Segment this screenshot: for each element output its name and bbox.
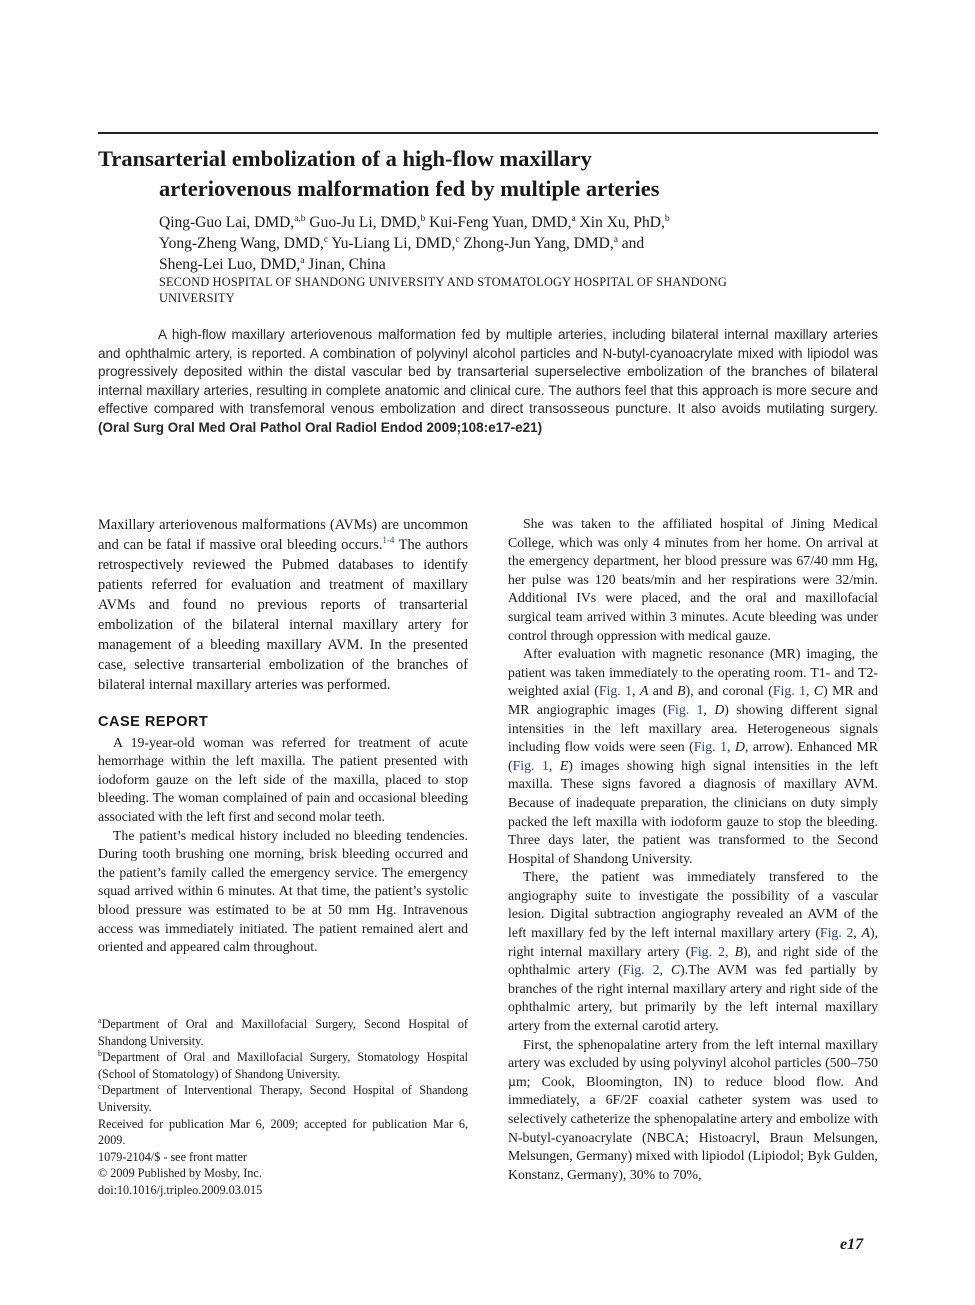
title-line-2: arteriovenous malformation fed by multiple arteries	[159, 176, 660, 201]
body-text: ), and right side of the ophthalmic artery (	[508, 943, 879, 978]
body-text: ,	[703, 701, 715, 717]
figure-link[interactable]: Fig. 1	[598, 683, 633, 699]
body-text: ,	[853, 925, 862, 941]
abstract-text: A high-flow maxillary arteriovenous malformation fed by multiple arteries, including bilateral internal maxillary arteries and ophthalmic artery, is reported. A combination of polyvinyl alcohol particles and N-butyl-cyanoacrylate mixed with lipiodol was progressively deposited within the distal vascular bed by transarterial superselective embolization of the branches of bilateral internal maxillary arteries, resulting in complete anatomic and clinical cure. The authors feel that this approach is more secure and effective compared with transfemoral venous embolization and direct transosseous puncture. It also avoids mutilating surgery.	[98, 327, 878, 416]
author-conjunction: and	[617, 235, 645, 252]
figure-link[interactable]: Fig. 1	[512, 757, 549, 773]
abstract	[98, 326, 878, 437]
title-line-1: Transarterial embolization of a high-flow maxillary	[98, 146, 592, 171]
author-affil-mark: a,b	[294, 213, 306, 224]
body-text: ,	[548, 757, 560, 773]
copyright-line: © 2009 Published by Mosby, Inc.	[98, 1166, 262, 1181]
figure-link[interactable]: Fig. 1	[693, 739, 728, 755]
footnotes	[98, 1016, 468, 1199]
panel-label: C	[813, 683, 824, 699]
body-text: ,	[725, 943, 735, 959]
case-paragraph	[508, 645, 878, 868]
body-text: After evaluation with magnetic resonance (MR) imaging, the patient was taken immediately to the operating room. T1- and T2-weighted axial (	[508, 646, 878, 699]
section-heading-case-report: CASE REPORT	[98, 714, 209, 730]
case-paragraph: First, the sphenopalatine artery from the left internal maxillary artery was excluded by using polyvinyl alcohol particles (500–750 µm; Cook, Bloomington, IN) to reduce blood flow. And immediately, a 6F/2F coaxial catheter system was used to selectively catheterize the sphenopalatine artery and embolize with N-butyl-cyanoacrylate (NBCA; Histoacryl, Braun Melsungen, Melsungen, Germany) mixed with lipiodol (Lipiodol; Byk Gulden, Konstanz, Germany), 30% to 70%,	[508, 1036, 878, 1182]
body-text: ) MR and MR angiographic images (	[508, 683, 878, 717]
figure-link[interactable]: Fig. 2	[622, 962, 660, 978]
author-name: Sheng-Lei Luo, DMD,	[159, 256, 301, 273]
body-text: , arrow). Enhanced MR (	[508, 739, 878, 773]
left-column	[98, 515, 468, 957]
footnote-mark: b	[98, 1049, 102, 1059]
figure-link[interactable]: Fig. 2	[690, 943, 726, 959]
intro-text: The authors retrospectively reviewed the Pubmed databases to identify patients referred for evaluation and treatment of maxillary AVMs and found no previous reports of transarterial embolization of the bilateral internal maxillary artery for management of a bleeding maxillary AVM. In the presented case, selective transarterial embolization of the branches of bilateral internal maxillary arteries was performed.	[98, 537, 468, 693]
figure-link[interactable]: Fig. 2	[819, 925, 854, 941]
panel-label: D	[714, 701, 725, 717]
panel-label: A	[639, 683, 649, 699]
intro-text: Maxillary arteriovenous malformations (AVMs) are uncommon and can be fatal if massive oral bleeding occurs.	[98, 517, 468, 553]
author-name: Xin Xu, PhD,	[575, 214, 665, 231]
author-location: Jinan, China	[304, 256, 386, 273]
author-affil-mark: b	[420, 213, 426, 224]
author-name: Kui-Feng Yuan, DMD,	[425, 214, 572, 231]
author-affil-mark: c	[323, 234, 329, 245]
author-name: Yu-Liang Li, DMD,	[328, 235, 456, 252]
footnote-affiliation-c	[98, 1082, 468, 1115]
author-affil-mark: a	[300, 255, 305, 266]
body-text: ,	[659, 962, 671, 978]
case-paragraph: She was taken to the affiliated hospital of Jining Medical College, which was only 4 minutes from her home. On arrival at the emergency department, her blood pressure was 67/40 mm Hg, her pulse was 120 beats/min and her respirations were 32/min. Additional IVs were placed, and the oral and maxillofacial surgical team arrived within 3 minutes. Acute bleeding was under control through oppression with medical gauze.	[508, 516, 878, 643]
case-paragraph: The patient’s medical history included no bleeding tendencies. During tooth brushing one morning, brisk bleeding occurred and the patient’s family called the emergency service. The emergency squad arrived within 6 minutes. At that time, the patient’s systolic blood pressure was estimated to be at 50 mm Hg. Intravenous access was immediately initiated. The patient remained alert and oriented and appeared calm throughout.	[98, 827, 468, 955]
intro-paragraph	[98, 515, 468, 695]
body-text: ) showing different signal intensities in the left maxillary area. Heterogeneous signals including flow voids were seen (	[508, 701, 878, 755]
author-affil-mark: a	[613, 234, 618, 245]
footnote-text: Department of Oral and Maxillofacial Surgery, Stomatology Hospital (School of Stomatology) of Shandong University.	[98, 1050, 468, 1081]
body-text: ,	[806, 683, 814, 699]
author-affil-mark: b	[664, 213, 670, 224]
body-text: There, the patient was immediately transfered to the angiography suite to investigate the possibility of a vascular lesion. Digital subtraction angiography revealed an AVM of the left maxillary fed by the left internal maxillary artery (	[508, 869, 878, 941]
body-text: ) images showing high signal intensities in the left maxilla. These signs favored a diagnosis of maxillary AVM. Because of inadequate preparation, the clinicians on duty simply packed the left maxilla with iodoform gauze to stop the bleeding. Three days later, the patient was transformed to the Second Hospital of Shandong University.	[508, 757, 879, 866]
figure-link[interactable]: Fig. 1	[772, 683, 807, 699]
author-line-1	[159, 212, 859, 233]
author-affil-mark: c	[455, 234, 460, 245]
author-name: Qing-Guo Lai, DMD,	[159, 214, 295, 231]
top-rule	[98, 132, 878, 134]
doi-link[interactable]: doi:10.1016/j.tripleo.2009.03.015	[98, 1182, 263, 1197]
panel-label: B	[734, 943, 743, 959]
panel-label: C	[670, 962, 681, 978]
footnote-text: Department of Oral and Maxillofacial Surgery, Second Hospital of Shandong University.	[98, 1017, 468, 1048]
footnote-affiliation-a	[98, 1016, 468, 1049]
body-text: ).The AVM was fed partially by branches of the right internal maxillary artery and right side of the ophthalmic artery, but primarily by the left internal maxillary artery from the external carotid artery.	[508, 962, 878, 1034]
author-name: Guo-Ju Li, DMD,	[305, 214, 421, 231]
case-paragraph: A 19-year-old woman was referred for treatment of acute hemorrhage within the left maxilla. The patient presented with iodoform gauze on the left side of the maxilla, placed to stop bleeding. The woman complained of pain and occasional bleeding associated with the left first and second molar teeth.	[98, 734, 468, 824]
figure-link[interactable]: Fig. 1	[667, 701, 704, 717]
author-affil-mark: a	[571, 213, 576, 224]
institution-affiliation: SECOND HOSPITAL OF SHANDONG UNIVERSITY AND STOMATOLOGY HOSPITAL OF SHANDONG UNIVERSITY	[159, 275, 727, 305]
panel-label: B	[677, 683, 686, 699]
body-text: ,	[727, 739, 735, 755]
footnote-mark: c	[98, 1082, 102, 1092]
panel-label: E	[559, 757, 569, 773]
page-number: e17	[840, 1236, 864, 1253]
reference-link[interactable]: 1-4	[382, 535, 395, 546]
body-text: and	[648, 683, 678, 699]
footnote-affiliation-b	[98, 1049, 468, 1082]
article-title	[98, 144, 858, 204]
footnote-text: Department of Interventional Therapy, Second Hospital of Shandong University.	[98, 1083, 468, 1114]
received-dates: Received for publication Mar 6, 2009; accepted for publication Mar 6, 2009.	[98, 1116, 468, 1148]
body-text: ), and coronal (	[685, 683, 773, 699]
issn-line: 1079-2104/$ - see front matter	[98, 1149, 247, 1164]
case-paragraph	[508, 868, 878, 1035]
abstract-citation: (Oral Surg Oral Med Oral Pathol Oral Radiol Endod 2009;108:e17-e21)	[98, 419, 543, 435]
panel-label: A	[861, 925, 870, 941]
right-column	[508, 515, 878, 1184]
footnote-mark: a	[98, 1015, 102, 1025]
panel-label: D	[734, 739, 745, 755]
author-list	[159, 212, 859, 275]
body-text: ), right internal maxillary artery (	[508, 925, 879, 959]
author-line-2	[159, 233, 859, 254]
author-line-3	[159, 254, 859, 275]
body-text: ,	[632, 683, 640, 699]
author-name: Yong-Zheng Wang, DMD,	[159, 235, 324, 252]
author-name: Zhong-Jun Yang, DMD,	[459, 235, 614, 252]
